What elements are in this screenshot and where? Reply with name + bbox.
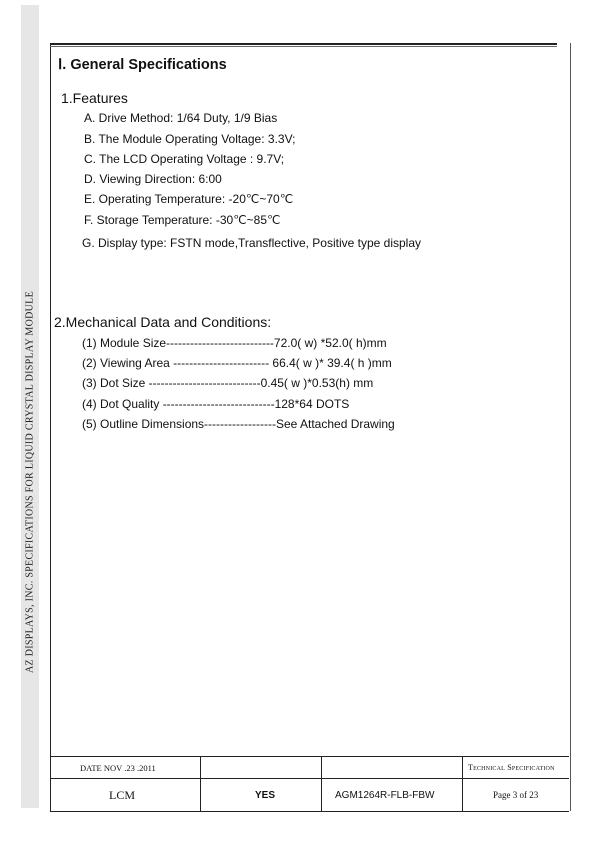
footer-bottom-rule [50, 811, 569, 812]
feature-viewing-direction: D. Viewing Direction: 6:00 [84, 172, 222, 186]
footer-lcm: LCM [109, 788, 136, 802]
footer-col-divider [321, 757, 322, 812]
feature-drive-method: A. Drive Method: 1/64 Duty, 1/9 Bias [84, 111, 278, 125]
feature-operating-temp: E. Operating Temperature: -20℃~70℃ [84, 192, 294, 206]
feature-storage-temp: F. Storage Temperature: -30℃~85℃ [84, 213, 281, 227]
footer-yes: YES [255, 790, 276, 801]
feature-module-voltage: B. The Module Operating Voltage: 3.3V; [84, 132, 296, 146]
footer-model-number: AGM1264R-FLB-FBW [335, 790, 435, 801]
mech-outline-dimensions: (5) Outline Dimensions------------------See Attached Drawing [82, 417, 395, 431]
top-rule [50, 43, 557, 45]
feature-lcd-voltage: C. The LCD Operating Voltage : 9.7V; [84, 152, 285, 166]
footer-date: DATE NOV .23 .2011 [80, 763, 156, 773]
footer-table [50, 756, 569, 812]
footer-row-divider [50, 778, 569, 779]
mechanical-heading: 2.Mechanical Data and Conditions: [54, 314, 272, 330]
mech-module-size: (1) Module Size---------------------------72.0( w) *52.0( h)mm [82, 336, 387, 350]
feature-display-type: G. Display type: FSTN mode,Transflective, Positive type display [82, 236, 422, 250]
footer-page-number: Page 3 of 23 [493, 790, 539, 800]
sidebar-title: AZ DISPLAYS, INC. SPECIFICATIONS FOR LIQUID CRYSTAL DISPLAY MODULE [24, 290, 36, 674]
top-rule-thin [50, 46, 557, 47]
section-title: Ⅰ. General Specifications [58, 57, 227, 73]
features-heading: 1.Features [61, 90, 128, 106]
footer-col-divider [200, 757, 201, 812]
footer-doc-type: Technical Specification [468, 763, 555, 772]
mech-dot-size: (3) Dot Size ----------------------------0.45( w )*0.53(h) mm [82, 376, 374, 390]
mech-dot-quality: (4) Dot Quality ----------------------------128*64 DOTS [82, 397, 350, 411]
mech-viewing-area: (2) Viewing Area ------------------------ 66.4( w )* 39.4( h )mm [82, 356, 392, 370]
footer-col-divider [462, 757, 463, 812]
